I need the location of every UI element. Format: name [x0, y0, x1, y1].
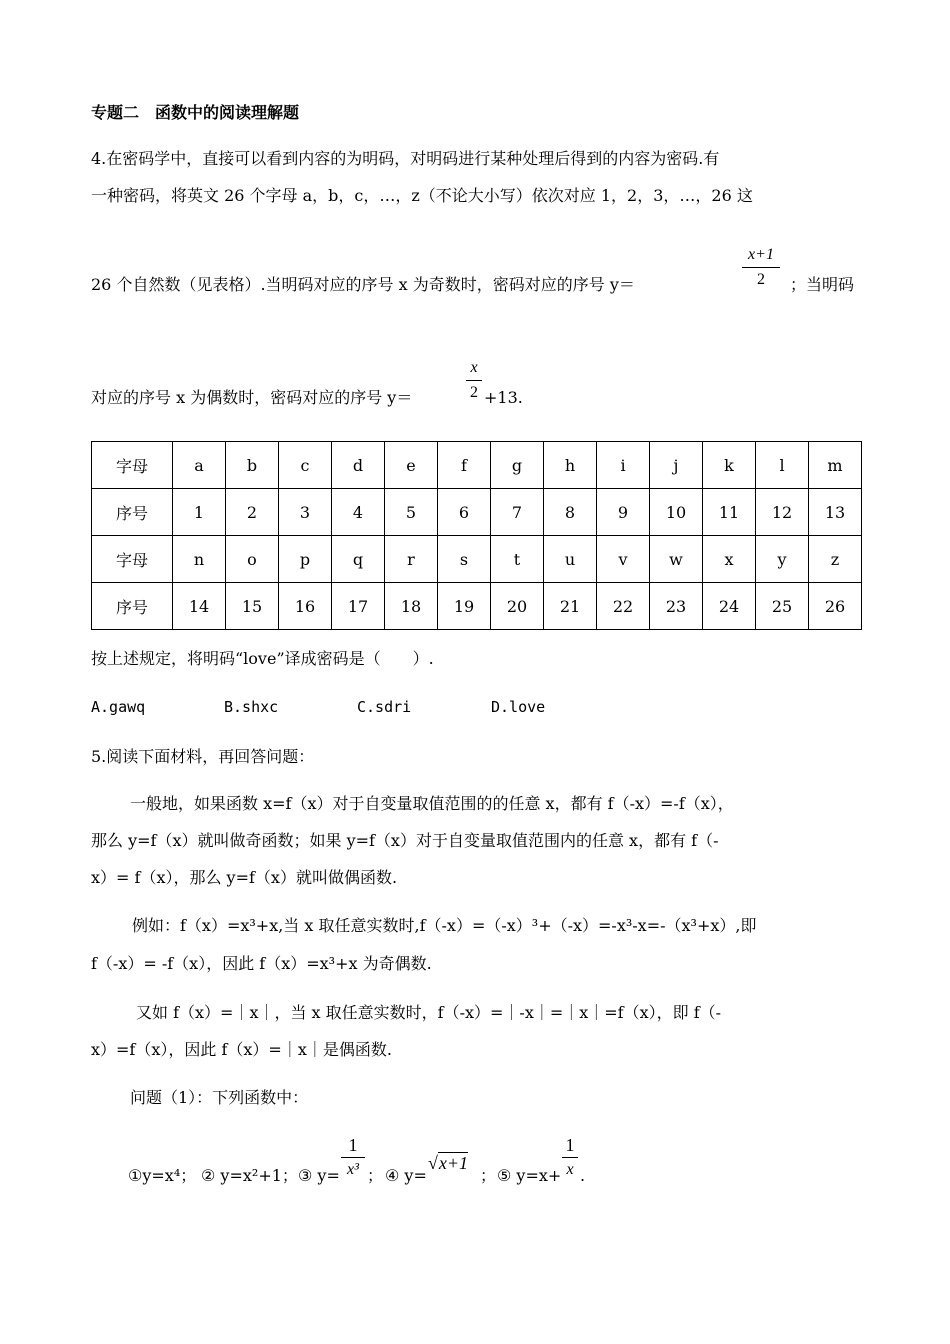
table-cell: 6: [438, 489, 491, 536]
table-cell: u: [544, 536, 597, 583]
fraction-odd-denominator: 2: [757, 271, 765, 288]
table-row: [92, 442, 862, 489]
table-cell: 20: [491, 583, 544, 630]
function-4-suffix: ；: [480, 1166, 497, 1185]
radicand: x+1: [438, 1153, 469, 1173]
table-cell: 13: [809, 489, 862, 536]
q5-question-1: 问题（1）：下列函数中：: [130, 1088, 309, 1107]
q5-p2-line-2: f（-x）= -f（x），因此 f（x）=x³+x 为奇偶数.: [91, 954, 432, 973]
table-cell: 18: [385, 583, 438, 630]
fraction-even-rule: [466, 358, 482, 403]
fraction-bar: [466, 380, 482, 381]
q5-p1-line-3: x）= f（x），那么 y=f（x）就叫做偶函数.: [91, 868, 398, 887]
q5-p3-line-1: 又如 f（x）=｜x｜，当 x 取任意实数时，f（-x）=｜-x｜=｜x｜=f（x），即 f（-: [136, 1003, 722, 1022]
table-cell: 11: [703, 489, 756, 536]
table-cell: k: [703, 442, 756, 489]
q4-question: 按上述规定，将明码“love”译成密码是（ ）.: [91, 649, 434, 668]
radical-sign-icon: √: [428, 1153, 438, 1173]
table-row: [92, 583, 862, 630]
table-cell: x: [703, 536, 756, 583]
table-cell: 8: [544, 489, 597, 536]
table-cell: q: [332, 536, 385, 583]
table-row-header: 序号: [92, 489, 173, 536]
option-a: A.gawq: [91, 698, 146, 716]
function-2: ② y=x²+1；: [201, 1166, 298, 1185]
fraction-even-denominator: 2: [470, 384, 478, 401]
table-row: [92, 536, 862, 583]
q4-line-3-text: 26 个自然数（见表格）.当明码对应的序号 x 为奇数时，密码对应的序号 y＝: [91, 275, 635, 294]
function-4-prefix: ④ y=: [385, 1166, 427, 1185]
q5-p2-line-1: 例如：f（x）=x³+x,当 x 取任意实数时,f（-x）=（-x）³+（-x）=-x³-x=-（x³+x）,即: [132, 916, 757, 935]
option-c: C.sdri: [357, 698, 412, 716]
table-cell: 16: [279, 583, 332, 630]
table-cell: g: [491, 442, 544, 489]
table-cell: i: [597, 442, 650, 489]
table-cell: r: [385, 536, 438, 583]
fraction-function-3: [341, 1135, 365, 1180]
table-cell: t: [491, 536, 544, 583]
function-3-suffix: ；: [367, 1166, 384, 1185]
table-cell: 22: [597, 583, 650, 630]
table-cell: 25: [756, 583, 809, 630]
table-cell: 23: [650, 583, 703, 630]
page-title: 专题二 函数中的阅读理解题: [91, 103, 300, 122]
table-cell: y: [756, 536, 809, 583]
table-cell: 5: [385, 489, 438, 536]
table-cell: 2: [226, 489, 279, 536]
fraction-function-3-numerator: 1: [348, 1135, 358, 1155]
table-cell: h: [544, 442, 597, 489]
table-cell: 24: [703, 583, 756, 630]
sqrt-function-4: [428, 1153, 468, 1174]
table-cell: 10: [650, 489, 703, 536]
table-cell: 9: [597, 489, 650, 536]
q5-intro: 5.阅读下面材料，再回答问题：: [91, 747, 315, 766]
table-cell: d: [332, 442, 385, 489]
table-cell: w: [650, 536, 703, 583]
function-3-prefix: ③ y=: [298, 1166, 340, 1185]
table-cell: p: [279, 536, 332, 583]
table-cell: e: [385, 442, 438, 489]
q4-line-2: 一种密码，将英文 26 个字母 a，b，c，…，z（不论大小写）依次对应 1，2，3，…，26 这: [91, 186, 753, 205]
fraction-function-5-numerator: 1: [565, 1135, 575, 1155]
table-row-header: 字母: [92, 442, 173, 489]
table-cell: 7: [491, 489, 544, 536]
option-d: D.love: [491, 698, 546, 716]
q5-p1-line-1: 一般地，如果函数 x=f（x）对于自变量取值范围的的任意 x，都有 f（-x）=-f（x），: [130, 794, 734, 813]
table-cell: 3: [279, 489, 332, 536]
function-1: ①y=x⁴；: [128, 1166, 197, 1185]
table-cell: z: [809, 536, 862, 583]
table-row-header: 字母: [92, 536, 173, 583]
q4-line-1: 4.在密码学中，直接可以看到内容的为明码，对明码进行某种处理后得到的内容为密码.有: [91, 149, 720, 168]
fraction-function-3-denominator: x³: [347, 1161, 359, 1178]
option-b: B.shxc: [224, 698, 279, 716]
q5-p3-line-2: x）=f（x），因此 f（x）=｜x｜是偶函数.: [91, 1040, 392, 1059]
cipher-table: [91, 441, 862, 630]
table-cell: v: [597, 536, 650, 583]
table-cell: 19: [438, 583, 491, 630]
table-cell: 17: [332, 583, 385, 630]
table-cell: f: [438, 442, 491, 489]
table-cell: 1: [173, 489, 226, 536]
table-cell: b: [226, 442, 279, 489]
table-cell: 4: [332, 489, 385, 536]
fraction-odd-rule: [742, 245, 780, 290]
table-cell: l: [756, 442, 809, 489]
table-cell: 12: [756, 489, 809, 536]
fraction-bar: [562, 1157, 578, 1158]
q4-line-4-suffix: +13.: [484, 388, 523, 407]
fraction-bar: [742, 267, 780, 268]
fraction-even-numerator: x: [470, 359, 478, 376]
table-cell: m: [809, 442, 862, 489]
q5-p1-line-2: 那么 y=f（x）就叫做奇函数；如果 y=f（x）对于自变量取值范围内的任意 x，都有 f（-: [91, 831, 719, 850]
table-cell: n: [173, 536, 226, 583]
table-cell: 14: [173, 583, 226, 630]
table-row: [92, 489, 862, 536]
fraction-function-5-denominator: x: [566, 1161, 574, 1178]
table-cell: c: [279, 442, 332, 489]
table-cell: s: [438, 536, 491, 583]
table-cell: 15: [226, 583, 279, 630]
table-row-header: 序号: [92, 583, 173, 630]
table-cell: j: [650, 442, 703, 489]
table-cell: o: [226, 536, 279, 583]
table-cell: a: [173, 442, 226, 489]
q4-line-3-suffix: ；当明码: [790, 275, 855, 294]
fraction-bar: [341, 1157, 365, 1158]
q4-line-3: [91, 274, 635, 296]
table-cell: 21: [544, 583, 597, 630]
function-5-suffix: .: [580, 1166, 586, 1185]
fraction-odd-numerator: x+1: [748, 246, 774, 263]
fraction-function-5: [562, 1135, 578, 1180]
function-5-prefix: ⑤ y=x+: [497, 1166, 562, 1185]
q4-line-4: 对应的序号 x 为偶数时，密码对应的序号 y＝: [91, 388, 413, 407]
table-cell: 26: [809, 583, 862, 630]
